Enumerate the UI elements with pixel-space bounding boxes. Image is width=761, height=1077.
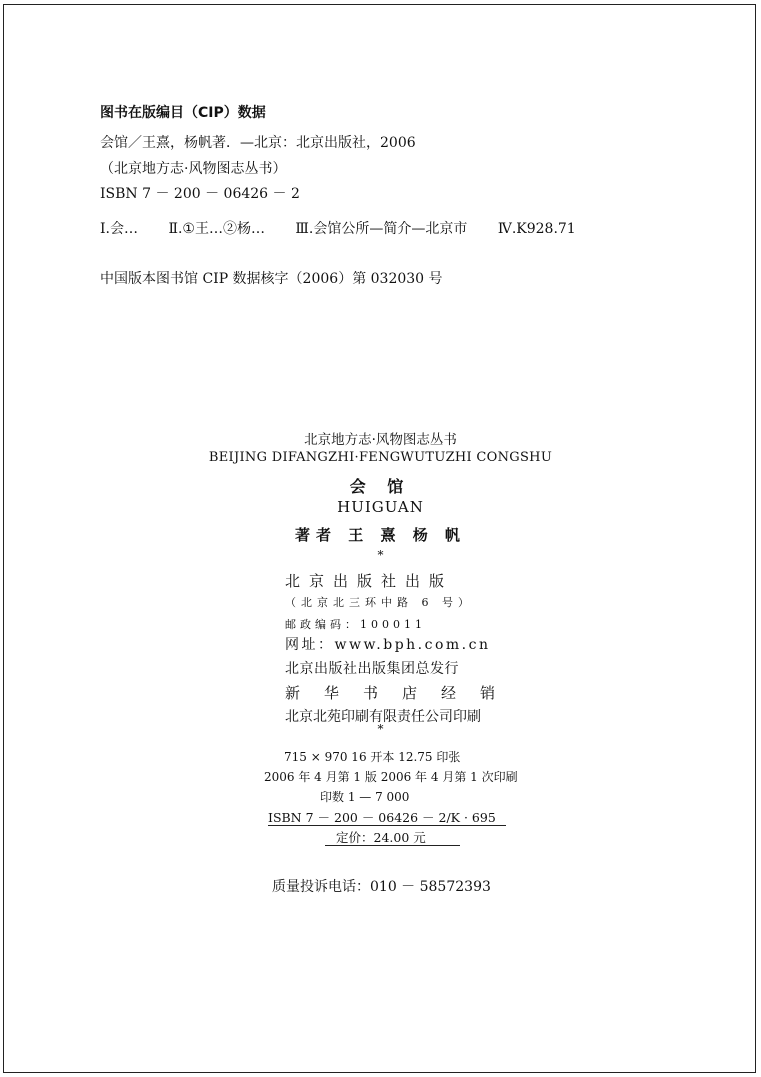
distributor: 北京出版社出版集团总发行 <box>285 661 459 677</box>
publisher-address: （北京北三环中路 6 号） <box>285 596 474 609</box>
cip-core-number: 中国版本图书馆 CIP 数据核字（2006）第 032030 号 <box>100 271 443 287</box>
cip-classification <box>100 220 602 238</box>
seller: 新华书店经销 <box>285 684 520 702</box>
class-item-2: Ⅱ.①王…②杨… <box>168 221 265 237</box>
postcode: 邮政编码：100011 <box>285 618 426 631</box>
cip-isbn: ISBN 7 － 200 － 06426 － 2 <box>100 186 300 202</box>
price: 定价：24.00 元 <box>336 830 426 845</box>
cip-heading: 图书在版编目（CIP）数据 <box>100 105 266 121</box>
publisher: 北京出版社出版 <box>285 572 454 590</box>
class-item-4: Ⅳ.K928.71 <box>497 221 576 237</box>
edition-info: 2006 年 4 月第 1 版 2006 年 4 月第 1 次印刷 <box>264 770 518 784</box>
print-run: 印数 1 — 7 000 <box>320 790 410 804</box>
printer: 北京北苑印刷有限责任公司印刷 <box>285 709 481 725</box>
series-title-zh: 北京地方志·风物图志丛书 <box>304 432 457 448</box>
book-title-zh: 会 馆 <box>349 477 412 496</box>
website: 网址：www.bph.com.cn <box>285 637 491 653</box>
separator-star-2: * <box>377 722 384 736</box>
cip-series: （北京地方志·风物图志丛书） <box>100 161 287 177</box>
book-title-en: HUIGUAN <box>337 498 424 516</box>
cip-record: 会馆／王熹，杨帆著．—北京：北京出版社，2006 <box>100 135 416 151</box>
class-item-1: Ⅰ.会… <box>100 221 138 237</box>
complaint-hotline: 质量投诉电话：010 － 58572393 <box>272 879 491 895</box>
isbn-full: ISBN 7 － 200 － 06426 － 2/K · 695 <box>268 810 496 825</box>
series-title-en: BEIJING DIFANGZHI·FENGWUTUZHI CONGSHU <box>208 450 553 465</box>
authors: 著者 王 熹 杨 帆 <box>295 526 466 544</box>
class-item-3: Ⅲ.会馆公所—简介—北京市 <box>295 221 468 237</box>
divider-line-short <box>325 845 460 846</box>
separator-star: * <box>377 548 384 562</box>
format-spec: 715 × 970 16 开本 12.75 印张 <box>284 750 461 764</box>
divider-line <box>268 825 506 826</box>
